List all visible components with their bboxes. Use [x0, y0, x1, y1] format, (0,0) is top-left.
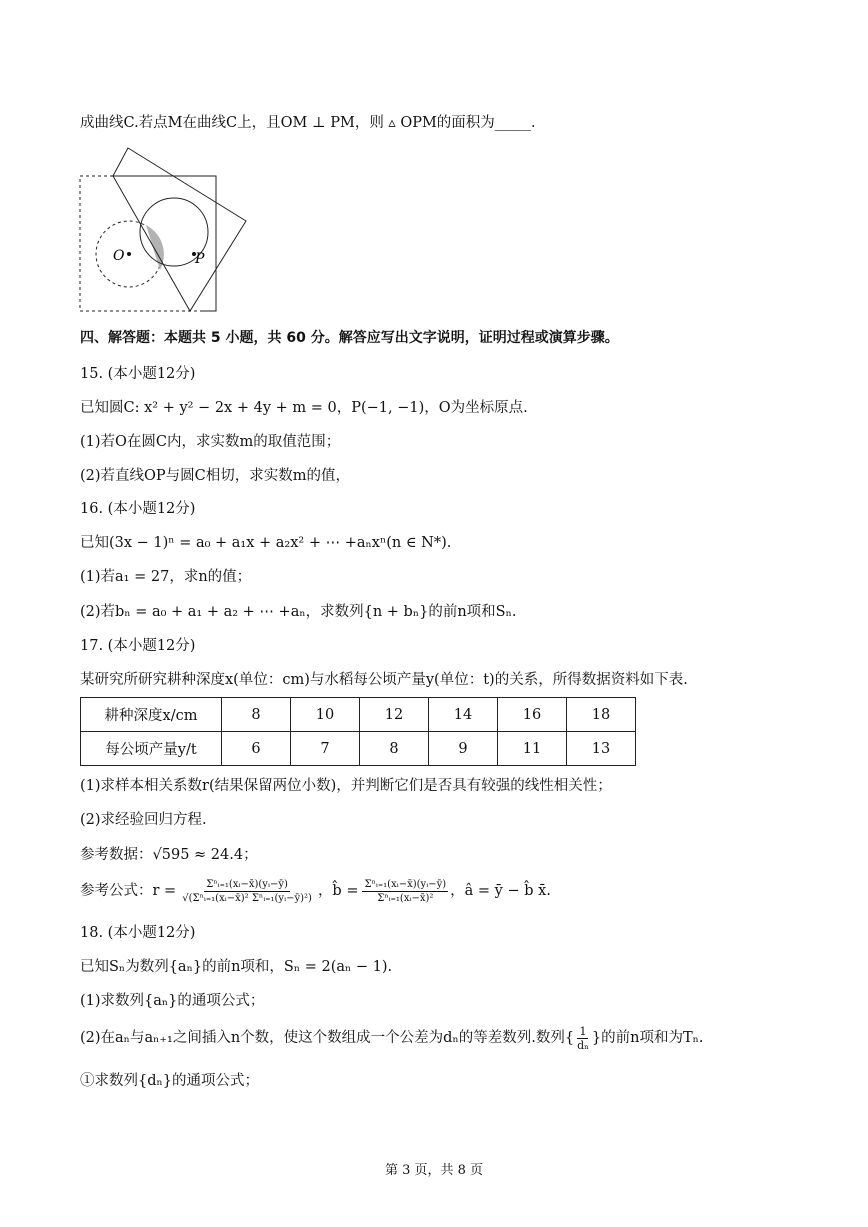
- table-cell: 8: [360, 732, 429, 766]
- page-footer: 第 3 页，共 8 页: [384, 1163, 484, 1178]
- table-row-label: 耕种深度x/cm: [81, 698, 222, 732]
- table-cell: 11: [498, 732, 567, 766]
- table-cell: 6: [222, 732, 291, 766]
- q16-stem: 已知(3x − 1)ⁿ = a₀ + a₁x + a₂x² + ⋯ +aₙxⁿ(n ∈ N*).: [80, 535, 452, 551]
- q15-stem: 已知圆C: x² + y² − 2x + 4y + m = 0，P(−1, −1)，O为坐标原点.: [80, 400, 528, 416]
- q18-number: 18. (本小题12分): [80, 925, 196, 941]
- fraction-denominator: dₙ: [577, 1038, 589, 1052]
- q17-ref-data: 参考数据：√595 ≈ 24.4；: [80, 847, 258, 863]
- b-fraction: [362, 878, 448, 905]
- r-fraction: [180, 878, 314, 905]
- table-row: [81, 732, 636, 766]
- q15-number: 15. (本小题12分): [80, 366, 196, 382]
- q18-part2-b: }的前n项和为Tₙ.: [591, 1030, 704, 1046]
- label-p: P: [195, 251, 205, 267]
- table-row-label: 每公顷产量y/t: [81, 732, 222, 766]
- q17-stem: 某研究所研究耕种深度x(单位：cm)与水稻每公顷产量y(单位：t)的关系，所得数据资料如下表.: [80, 672, 688, 688]
- geometry-figure: [78, 145, 253, 315]
- label-o: O: [113, 248, 125, 264]
- q18-stem: 已知Sₙ为数列{aₙ}的前n项和，Sₙ = 2(aₙ − 1).: [80, 959, 393, 975]
- table-cell: 16: [498, 698, 567, 732]
- table-cell: 10: [291, 698, 360, 732]
- point-o: [127, 252, 131, 256]
- r-numerator: Σⁿᵢ₌₁(xᵢ−x̄)(yᵢ−ȳ): [206, 878, 288, 890]
- a-formula: ，â = ȳ − b̂ x̄.: [450, 883, 551, 899]
- table-cell: 12: [360, 698, 429, 732]
- data-table: [80, 697, 636, 766]
- square-solid-part: [113, 176, 216, 311]
- q16-part2: (2)若bₙ = a₀ + a₁ + a₂ + ⋯ +aₙ，求数列{n + bₙ}的前n项和Sₙ.: [80, 604, 517, 620]
- b-numerator: Σⁿᵢ₌₁(xᵢ−x̄)(yᵢ−ȳ): [364, 878, 447, 890]
- table-cell: 14: [429, 698, 498, 732]
- table-cell: 13: [567, 732, 636, 766]
- q16-part1: (1)若a₁ = 27，求n的值；: [80, 569, 252, 585]
- fraction-numerator: 1: [579, 1024, 587, 1038]
- b-lhs: ，b̂ =: [317, 883, 359, 899]
- table-cell: 7: [291, 732, 360, 766]
- q18-part1: (1)求数列{aₙ}的通项公式；: [80, 993, 265, 1009]
- q18-part2: [80, 1022, 704, 1054]
- section-header: 四、解答题：本题共 5 小题，共 60 分。解答应写出文字说明，证明过程或演算步骤。: [80, 330, 619, 346]
- r-denominator: √(Σⁿᵢ₌₁(xᵢ−x̄)² Σⁿᵢ₌₁(yᵢ−ȳ)²): [182, 892, 312, 904]
- q17-number: 17. (本小题12分): [80, 638, 196, 654]
- q17-part1: (1)求样本相关系数r(结果保留两位小数)，并判断它们是否具有较强的线性相关性；: [80, 778, 612, 794]
- q18-part2-fraction: [575, 1025, 591, 1052]
- q15-part2: (2)若直线OP与圆C相切，求实数m的值，: [80, 468, 351, 484]
- table-cell: 18: [567, 698, 636, 732]
- q14-tail: 成曲线C.若点M在曲线C上，且OM ⊥ PM，则 ▵ OPM的面积为_____.: [80, 115, 536, 131]
- q17-ref-formula: [80, 870, 551, 912]
- table-cell: 8: [222, 698, 291, 732]
- table-cell: 9: [429, 732, 498, 766]
- q16-number: 16. (本小题12分): [80, 501, 196, 517]
- table-row: [81, 698, 636, 732]
- b-denominator: Σⁿᵢ₌₁(xᵢ−x̄)²: [377, 892, 434, 904]
- rotated-square: [113, 148, 246, 311]
- q18-part2-a: (2)在aₙ与aₙ₊₁之间插入n个数，使这个数组成一个公差为dₙ的等差数列.数列{: [80, 1030, 575, 1046]
- q18-sub1: ①求数列{dₙ}的通项公式；: [80, 1073, 260, 1089]
- r-lhs: r =: [152, 883, 177, 899]
- q15-part1: (1)若O在圆C内，求实数m的取值范围；: [80, 434, 341, 450]
- ref-formula-label: 参考公式：: [80, 883, 153, 899]
- q17-part2: (2)求经验回归方程.: [80, 812, 207, 828]
